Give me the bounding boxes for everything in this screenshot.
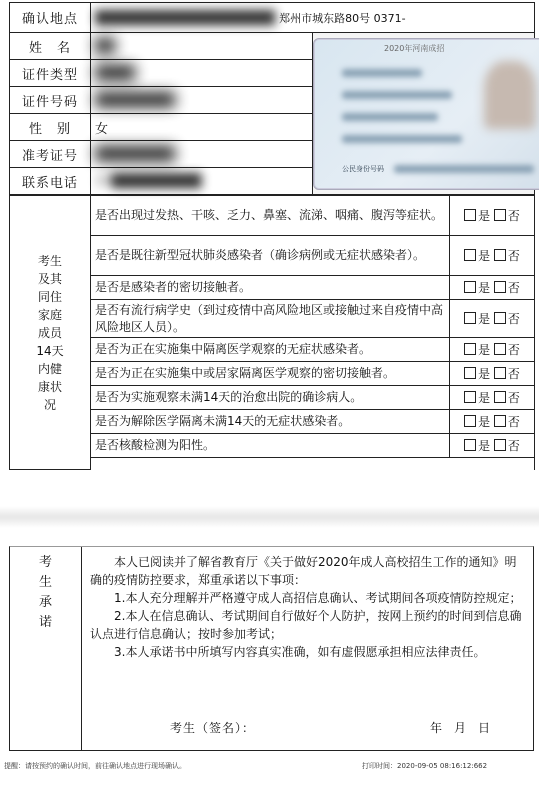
yes-label: 是 [478,367,491,381]
no-label: 否 [507,439,520,453]
sidebar-line: 家庭 [37,307,62,322]
health-sidebar [10,196,91,470]
yes-no-choice [450,386,535,410]
yes-no-choice [450,236,535,276]
idnum-value-text: ████████ [95,92,175,108]
pledge-item: 2.本人在信息确认、考试期间自行做好个人防护，按网上预约的时间到信息确认点进行信息确认；按时参加考试； [90,609,522,641]
id-card-line [342,135,462,143]
no-label: 否 [507,391,520,405]
ticket-label: 准考证号 [10,141,91,168]
sidebar-line: 康状 [37,379,62,394]
pledge-side-char: 诺 [38,615,52,630]
yes-checkbox[interactable] [464,343,476,355]
id-card-photo [484,61,536,129]
health-question: 是否为正在实施集中隔离医学观察的无症状感染者。 [91,338,450,362]
id-card-image [313,38,539,190]
health-question: 是否核酸检测为阳性。 [91,434,450,458]
id-card-line [342,113,438,121]
idtype-value-text: ████ [95,65,135,81]
no-label: 否 [507,249,520,263]
yes-no-choice [450,362,535,386]
health-question: 是否是既往新型冠状肺炎感染者（确诊病例或无症状感染者）。 [91,236,450,276]
yes-label: 是 [478,312,491,326]
yes-no-choice [450,338,535,362]
info-section [9,2,535,470]
yes-checkbox[interactable] [464,391,476,403]
site-value [91,3,535,33]
site-value-text: 郑州市城东路80号 0371- [279,11,406,25]
yes-label: 是 [478,209,491,223]
pledge-side-char: 承 [38,595,52,610]
yes-no-choice [450,196,535,236]
sidebar-line: 14天 [36,343,64,358]
photo-cell [313,33,535,195]
yes-label: 是 [478,343,491,357]
health-row [10,196,535,236]
health-spacer [91,458,535,470]
yes-checkbox[interactable] [464,209,476,221]
id-card-title: 2020年河南成招 [384,43,445,53]
info-table [9,2,535,195]
id-card-line [342,91,452,99]
idtype-label: 证件类型 [10,60,91,87]
pledge-intro: 本人已阅读并了解省教育厅《关于做好2020年成人高校招生工作的通知》明确的疫情防控要求，郑重承诺以下事项： [90,555,517,587]
page-break-band [0,506,539,528]
no-checkbox[interactable] [494,391,506,403]
yes-label: 是 [478,439,491,453]
health-question: 是否出现过发热、干咳、乏力、鼻塞、流涕、咽痛、腹泻等症状。 [91,196,450,236]
pledge-side-char: 生 [38,575,52,590]
phone-value-text: 15█████████ [95,173,202,189]
sidebar-line: 成员 [37,325,62,340]
yes-checkbox[interactable] [464,281,476,293]
yes-checkbox[interactable] [464,439,476,451]
yes-label: 是 [478,281,491,295]
sidebar-line: 内健 [37,361,62,376]
no-checkbox[interactable] [494,343,506,355]
no-label: 否 [507,209,520,223]
idtype-value [91,60,313,87]
date-label: 年 月 日 [430,721,491,735]
name-label: 姓 名 [10,33,91,60]
no-checkbox[interactable] [494,209,506,221]
sidebar-line: 况 [43,397,56,412]
yes-checkbox[interactable] [464,312,476,324]
ticket-value [91,141,313,168]
health-question: 是否有流行病学史（到过疫情中高风险地区或接触过来自疫情中高风险地区人员）。 [91,300,450,338]
yes-no-choice [450,300,535,338]
health-question: 是否为正在实施集中或居家隔离医学观察的密切接触者。 [91,362,450,386]
idnum-label: 证件号码 [10,87,91,114]
yes-checkbox[interactable] [464,415,476,427]
yes-checkbox[interactable] [464,367,476,379]
no-checkbox[interactable] [494,281,506,293]
row-site [10,3,535,33]
health-question: 是否是感染者的密切接触者。 [91,276,450,300]
pledge-sidebar [10,547,82,750]
id-card-number-label: 公民身份号码 [342,164,384,173]
no-checkbox[interactable] [494,249,506,261]
pledge-item: 3.本人承诺书中所填写内容真实准确，如有虚假愿承担相应法律责任。 [114,645,486,659]
ticket-value-text: ████████ [95,146,175,162]
sidebar-line: 及其 [37,271,62,286]
no-checkbox[interactable] [494,415,506,427]
phone-value [91,168,313,195]
no-checkbox[interactable] [494,367,506,379]
yes-label: 是 [478,391,491,405]
health-table [9,195,535,470]
id-card-line [342,69,422,77]
site-label: 确认地点 [10,3,91,33]
health-question: 是否为解除医学隔离未满14天的无症状感染者。 [91,410,450,434]
no-label: 否 [507,343,520,357]
pledge-item: 1.本人充分理解并严格遵守成人高招信息确认、考试期间各项疫情防控规定； [114,591,522,605]
name-value-text: ██ [95,38,115,54]
yes-no-choice [450,434,535,458]
pledge-body [90,553,528,661]
sidebar-line: 考生 [37,253,62,268]
idnum-value [91,87,313,114]
gender-label: 性 别 [10,114,91,141]
yes-label: 是 [478,415,491,429]
yes-no-choice [450,276,535,300]
no-checkbox[interactable] [494,439,506,451]
yes-label: 是 [478,249,491,263]
pledge-side-char: 考 [38,555,52,570]
signature-label: 考生（签名）： [170,721,256,735]
yes-checkbox[interactable] [464,249,476,261]
no-label: 否 [507,415,520,429]
id-card-line [394,165,534,173]
print-time: 打印时间：2020-09-05 08:16:12:662 [362,762,488,770]
sidebar-line: 同住 [37,289,62,304]
no-checkbox[interactable] [494,312,506,324]
row-name [10,33,535,60]
no-label: 否 [507,367,520,381]
no-label: 否 [507,312,520,326]
phone-label: 联系电话 [10,168,91,195]
yes-no-choice [450,410,535,434]
health-question: 是否为实施观察未满14天的治愈出院的确诊病人。 [91,386,450,410]
name-value [91,33,313,60]
footer-reminder: 提醒：请按预约的确认时间，前往确认地点进行现场确认。 [4,762,186,770]
gender-value: 女 [91,114,313,141]
site-value-blurred: ██████████████████ [95,10,280,26]
pledge-section [9,546,534,751]
no-label: 否 [507,281,520,295]
